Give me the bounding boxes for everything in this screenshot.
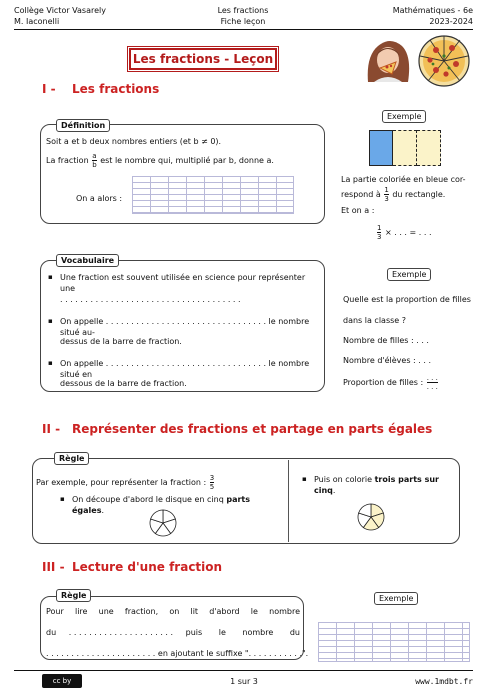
vocabulary-tag: Vocabulaire <box>56 254 119 267</box>
header-year: 2023-2024 <box>429 17 473 26</box>
disk-five-parts <box>148 508 178 538</box>
example-1-text-2 <box>341 186 445 203</box>
shaded-third <box>369 130 393 166</box>
example-2-pupils-count: Nombre d'élèves : . . . <box>343 356 431 365</box>
formula-rest: × . . . = . . . <box>385 228 432 237</box>
example-2-girls-count: Nombre de filles : . . . <box>343 336 429 345</box>
fraction-denominator: 3 <box>384 195 389 203</box>
fraction-denominator: b <box>92 161 97 169</box>
example-1-text-1: La partie coloriée en bleue cor- <box>341 175 466 184</box>
fraction-numerator: . . . <box>426 374 438 382</box>
definition-tag: Définition <box>56 119 110 132</box>
line-2-word: du <box>46 628 57 637</box>
section-1-number: I - <box>42 82 56 96</box>
section-3-line-3: . . . . . . . . . . . . . . . . . . . . . . en ajoutant le suffixe ". . . . . . . . . . .". <box>46 649 309 658</box>
rule-tag-section-2: Règle <box>54 452 89 465</box>
fraction-a-over-b <box>92 152 96 169</box>
section-2-title: Représenter des fractions et partage en parts égales <box>72 422 433 436</box>
definition-line-2 <box>46 152 274 169</box>
fraction-numerator: 3 <box>209 474 215 482</box>
vocab-item-3: ▪ On appelle . . . . . . . . . . . . . . . . . . . . . . . . . . . . . . . . le nombre situé en <box>60 358 322 380</box>
section-3-number: III - <box>42 560 65 574</box>
section-1-heading <box>42 82 159 96</box>
rectangle-thirds-figure <box>369 130 441 166</box>
section-3-line-2 <box>46 627 300 638</box>
section-2-line-1 <box>36 474 215 491</box>
header-rule <box>14 29 473 30</box>
section-3-title: Lecture d'une fraction <box>72 560 223 574</box>
section-1-title: Les fractions <box>72 82 160 96</box>
vocab-item-3-cont: dessous de la barre de fraction. <box>60 379 187 388</box>
rule-box-divider <box>288 460 289 542</box>
teacher-name: M. Iaconelli <box>14 17 60 26</box>
example-2-question-2: dans la classe ? <box>343 316 406 325</box>
proportion-fraction <box>427 374 438 391</box>
section-2-line-1-text: Par exemple, pour représenter la fraction : <box>36 478 207 487</box>
girl-eating-pizza-illustration <box>362 36 414 84</box>
example-2-tag: Exemple <box>387 268 431 281</box>
vocab-item-1-blank: . . . . . . . . . . . . . . . . . . . . . . . . . . . . . . . . . . . . <box>60 295 241 304</box>
empty-third-2 <box>417 130 441 166</box>
header-subject: Mathématiques - 6e <box>392 6 473 15</box>
fraction-numerator: a <box>92 152 97 160</box>
fraction-numerator: 1 <box>377 224 382 232</box>
example-2-question-1: Quelle est la proportion de filles <box>343 295 471 304</box>
vocab-item-2: ▪ On appelle . . . . . . . . . . . . . . . . . . . . . . . . . . . . . . . . le nombre situé au- <box>60 316 322 338</box>
definition-line-3: On a alors : <box>76 194 123 203</box>
section-2-number: II - <box>42 422 61 436</box>
fraction-numerator: 1 <box>384 186 389 194</box>
rule-tag-section-3: Règle <box>56 589 91 602</box>
empty-third-1 <box>393 130 417 166</box>
example-3-tag: Exemple <box>374 592 418 605</box>
proportion-label: Proportion de filles : <box>343 378 424 387</box>
fraction-denominator: . . . <box>426 383 438 391</box>
section-3-line-1: Pour lire une fraction, on lit d'abord le nombre <box>46 607 300 616</box>
example-1-text-2-end: du rectangle. <box>392 190 446 199</box>
section-2-heading <box>42 422 432 436</box>
definition-line-2-start: La fraction <box>46 156 89 165</box>
footer-rule <box>14 670 473 671</box>
fraction-denominator: 3 <box>377 233 382 241</box>
creative-commons-badge <box>42 674 82 688</box>
bullet-1-text: On découpe d'abord le disque en cinq <box>72 495 224 504</box>
header-topic: Les fractions <box>217 6 269 15</box>
bullet-2-bold: trois parts sur cinq <box>314 475 439 495</box>
definition-answer-grid <box>132 176 294 214</box>
section-2-bullet-2: ▪ Puis on colorie trois parts sur cinq. <box>314 474 452 496</box>
bullet-1-bold: parts égales <box>72 495 251 515</box>
page-number: 1 sur 3 <box>230 677 258 686</box>
example-1-text-3: Et on a : <box>341 206 375 215</box>
page-title: Les fractions - Leçon <box>129 48 277 70</box>
definition-line-1: Soit a et b deux nombres entiers (et b ≠ 0). <box>46 137 222 146</box>
example-2-proportion <box>343 374 439 391</box>
example-3-answer-grid <box>318 622 470 662</box>
line-2-rest: puis le nombre du <box>185 628 300 637</box>
vocab-item-1: ▪ Une fraction est souvent utilisée en science pour représenter une <box>60 272 322 294</box>
fraction-one-third <box>384 186 388 203</box>
site-link[interactable]: www.1mdbt.fr <box>415 677 473 686</box>
section-3-heading <box>42 560 222 574</box>
header-doc-type: Fiche leçon <box>220 17 266 26</box>
line-2-blank: . . . . . . . . . . . . . . . . . . . . . <box>68 628 174 637</box>
vocab-item-2-cont: dessus de la barre de fraction. <box>60 337 182 346</box>
disk-three-fifths-shaded <box>356 502 386 532</box>
school-name: Collège Victor Vasarely <box>14 6 106 15</box>
bullet-2-text: Puis on colorie <box>314 475 373 484</box>
fraction-three-fifths <box>210 474 214 491</box>
fraction-denominator: 5 <box>209 483 215 491</box>
example-1-tag: Exemple <box>382 110 426 123</box>
license-text: cc by <box>52 677 72 685</box>
fraction-one-third <box>377 224 381 241</box>
definition-line-2-end: est le nombre qui, multiplié par b, donne a. <box>100 156 274 165</box>
section-2-bullet-1: ▪ On découpe d'abord le disque en cinq parts égales. <box>72 494 284 516</box>
example-1-text-2-start: respond à <box>341 190 381 199</box>
example-1-formula <box>376 224 431 241</box>
pizza-illustration <box>416 34 472 88</box>
